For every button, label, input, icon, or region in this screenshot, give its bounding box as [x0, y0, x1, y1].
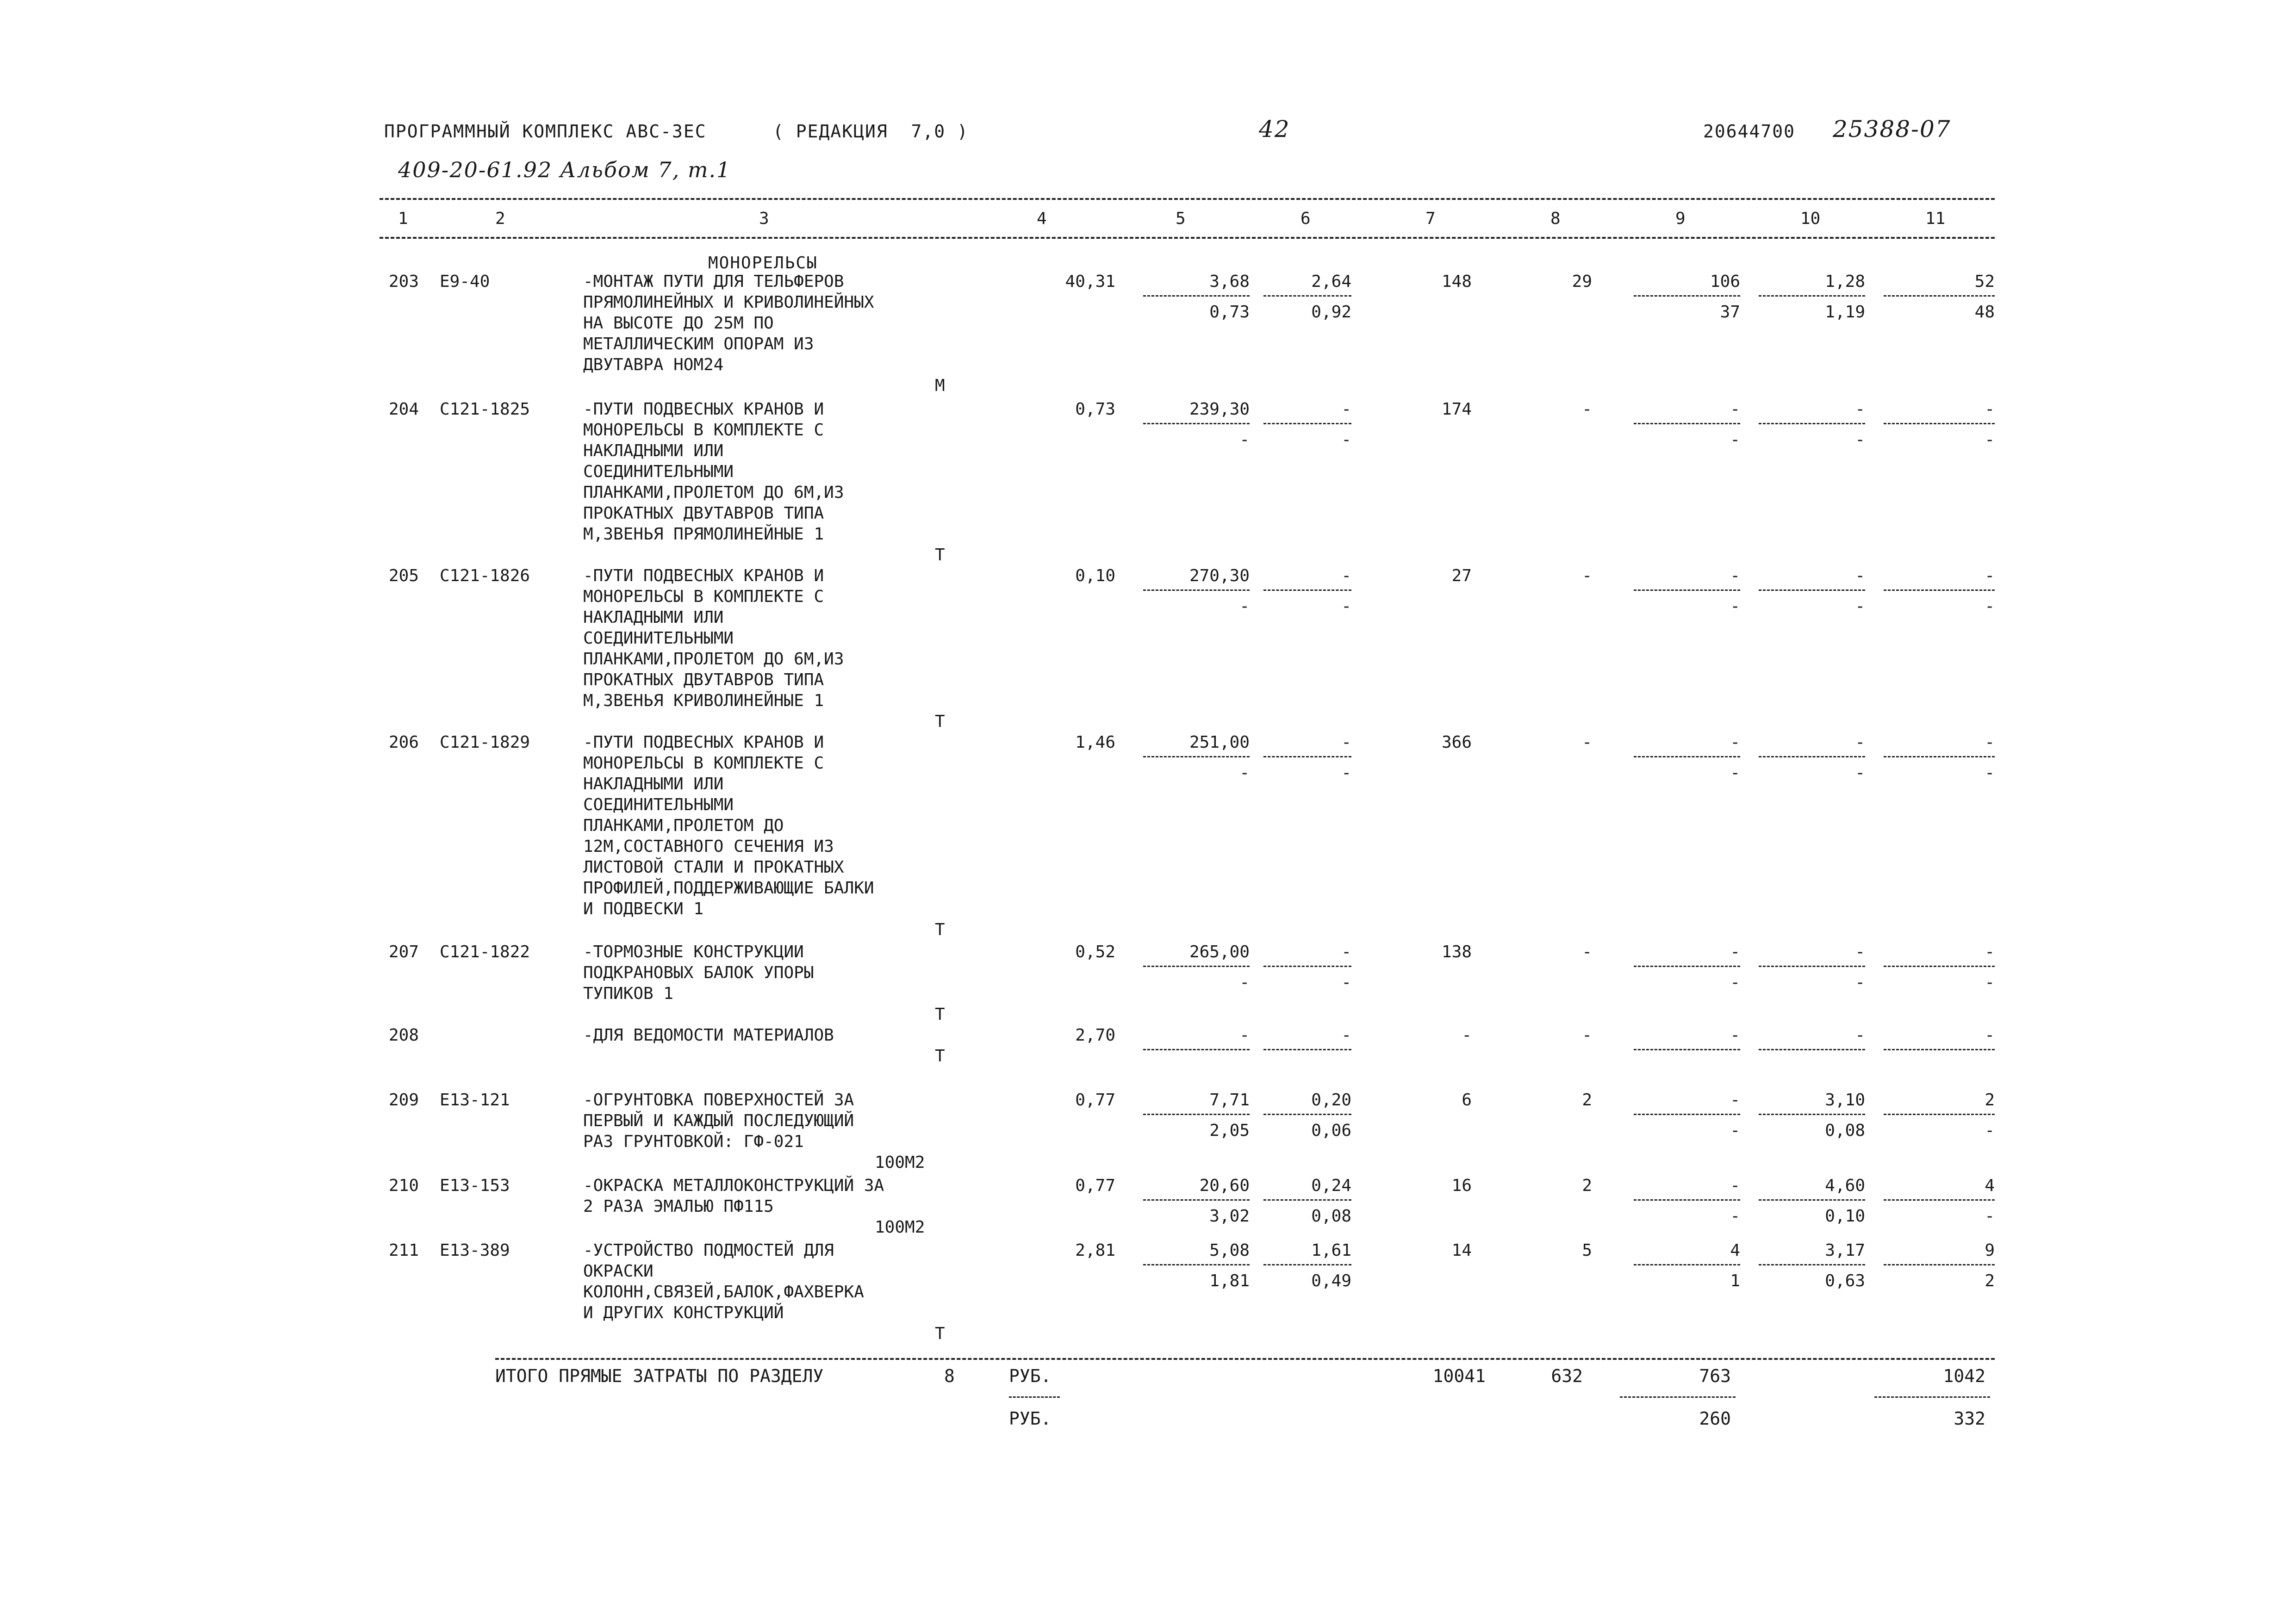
row-description-line: ПРЯМОЛИНЕЙНЫХ И КРИВОЛИНЕЙНЫХ	[583, 293, 874, 312]
row-col5-top: 20,60	[1199, 1176, 1250, 1195]
row-col10-top: -	[1855, 400, 1865, 419]
col-head-1: 1	[398, 209, 408, 228]
row-col5-bottom: 0,73	[1209, 303, 1250, 322]
doc-code-right: 25388-07	[1833, 116, 1951, 143]
row-col6-dash	[1263, 295, 1351, 297]
row-col10-dash	[1759, 423, 1865, 424]
totals-unit-2: РУБ.	[1009, 1408, 1052, 1429]
row-col9-top: -	[1730, 1091, 1740, 1110]
row-col9-top: 4	[1730, 1241, 1740, 1260]
edition-label: ( РЕДАКЦИЯ 7,0 )	[773, 121, 969, 142]
row-code: С121-1829	[440, 733, 530, 752]
row-number: 206	[389, 733, 419, 752]
row-col5-top: 5,08	[1209, 1241, 1250, 1260]
row-col10-top: -	[1855, 566, 1865, 585]
row-number: 211	[389, 1241, 419, 1260]
row-col6-top: -	[1341, 1026, 1351, 1045]
row-col11-bottom: -	[1985, 973, 1995, 992]
row-col9-bottom: -	[1730, 1121, 1740, 1140]
row-code: Е13-153	[440, 1176, 510, 1195]
row-col5-dash	[1143, 1049, 1250, 1050]
row-col9-dash	[1634, 966, 1740, 967]
row-col5-bottom: -	[1239, 430, 1250, 449]
row-col9-bottom: -	[1730, 597, 1740, 616]
row-col7: 6	[1462, 1091, 1472, 1110]
row-code: Е13-121	[440, 1091, 510, 1110]
row-col11-dash	[1884, 1199, 1995, 1201]
row-col10-top: -	[1855, 733, 1865, 752]
totals-col7: 10041	[1432, 1366, 1486, 1386]
row-col11-dash	[1884, 1049, 1995, 1050]
row-col11-dash	[1884, 966, 1995, 967]
row-code: С121-1826	[440, 566, 530, 585]
row-description-line: СОЕДИНИТЕЛЬНЫМИ	[583, 629, 734, 648]
row-description-line: -ТОРМОЗНЫЕ КОНСТРУКЦИИ	[583, 942, 804, 961]
row-col7: -	[1462, 1026, 1472, 1045]
row-col11-top: 2	[1985, 1091, 1995, 1110]
row-col11-bottom: -	[1985, 1121, 1995, 1140]
row-col5-bottom: -	[1239, 597, 1250, 616]
row-col6-top: -	[1341, 733, 1351, 752]
row-col5-dash	[1143, 295, 1250, 297]
row-col5-dash	[1143, 589, 1250, 591]
row-col9-dash	[1634, 1049, 1740, 1050]
row-col11-bottom: -	[1985, 430, 1995, 449]
row-description-line: ТУПИКОВ 1	[583, 984, 674, 1003]
row-col9-bottom: 37	[1720, 303, 1740, 322]
row-col4: 1,46	[1075, 733, 1115, 752]
row-unit: Т	[935, 712, 945, 731]
doc-code-left: 20644700	[1703, 121, 1796, 142]
row-col9-dash	[1634, 1114, 1740, 1115]
totals-top-rule	[495, 1358, 1995, 1360]
totals-col9-top: 763	[1699, 1366, 1731, 1386]
row-col10-bottom: -	[1855, 430, 1865, 449]
row-description-line: -ПУТИ ПОДВЕСНЫХ КРАНОВ И	[583, 733, 824, 752]
row-col9-dash	[1634, 423, 1740, 424]
row-number: 205	[389, 566, 419, 585]
row-col11-dash	[1884, 756, 1995, 757]
row-code: Е9-40	[440, 272, 490, 291]
row-col5-bottom: 1,81	[1209, 1271, 1250, 1290]
row-col5-bottom: -	[1239, 763, 1250, 782]
row-col9-bottom: -	[1730, 763, 1740, 782]
row-col9-top: -	[1730, 1026, 1740, 1045]
row-number: 207	[389, 942, 419, 961]
row-col9-dash	[1634, 295, 1740, 297]
row-description-line: ПЛАНКАМИ,ПРОЛЕТОМ ДО 6М,ИЗ	[583, 483, 844, 502]
row-col7: 16	[1451, 1176, 1472, 1195]
row-code: Е13-389	[440, 1241, 510, 1260]
row-col6-dash	[1263, 1199, 1351, 1201]
col-head-4: 4	[1037, 209, 1047, 228]
row-description-line: ПРОФИЛЕЙ,ПОДДЕРЖИВАЮЩИЕ БАЛКИ	[583, 879, 874, 898]
row-col11-dash	[1884, 423, 1995, 424]
row-col11-top: 52	[1974, 272, 1995, 291]
row-unit: Т	[935, 1005, 945, 1024]
row-description-line: ПРОКАТНЫХ ДВУТАВРОВ ТИПА	[583, 504, 824, 523]
row-col4: 0,77	[1075, 1176, 1115, 1195]
row-col9-dash	[1634, 1199, 1740, 1201]
row-col6-bottom: 0,06	[1311, 1121, 1351, 1140]
row-col6-top: -	[1341, 400, 1351, 419]
row-description-line: МОНОРЕЛЬСЫ В КОМПЛЕКТЕ С	[583, 754, 824, 773]
page-number: 42	[1259, 116, 1290, 143]
row-description-line: ОКРАСКИ	[583, 1262, 653, 1281]
row-col10-dash	[1759, 295, 1865, 297]
row-code: С121-1825	[440, 400, 530, 419]
row-col10-dash	[1759, 1199, 1865, 1201]
row-col6-dash	[1263, 1264, 1351, 1265]
row-col9-bottom: -	[1730, 973, 1740, 992]
row-description-line: М,ЗВЕНЬЯ ПРЯМОЛИНЕЙНЫЕ 1	[583, 525, 824, 544]
totals-section-number: 8	[944, 1366, 955, 1386]
row-description-line: ПЛАНКАМИ,ПРОЛЕТОМ ДО	[583, 816, 784, 835]
row-col4: 0,10	[1075, 566, 1115, 585]
row-description-line: И ДРУГИХ КОНСТРУКЦИЙ	[583, 1303, 784, 1322]
row-col7: 366	[1441, 733, 1472, 752]
row-col6-dash	[1263, 1049, 1351, 1050]
totals-label: ИТОГО ПРЯМЫЕ ЗАТРАТЫ ПО РАЗДЕЛУ	[495, 1366, 824, 1386]
row-col7: 138	[1441, 942, 1472, 961]
row-col6-dash	[1263, 423, 1351, 424]
row-col11-top: 9	[1985, 1241, 1995, 1260]
row-description-line: -ОКРАСКА МЕТАЛЛОКОНСТРУКЦИЙ ЗА	[583, 1176, 884, 1195]
row-col10-bottom: -	[1855, 973, 1865, 992]
row-col9-dash	[1634, 1264, 1740, 1265]
row-col9-top: -	[1730, 400, 1740, 419]
row-col8: 2	[1582, 1091, 1592, 1110]
row-description-line: МЕТАЛЛИЧЕСКИМ ОПОРАМ ИЗ	[583, 335, 814, 353]
row-col10-bottom: 1,19	[1825, 303, 1865, 322]
row-description-line: -МОНТАЖ ПУТИ ДЛЯ ТЕЛЬФЕРОВ	[583, 272, 844, 291]
row-col8: -	[1582, 942, 1592, 961]
row-col11-dash	[1884, 1114, 1995, 1115]
row-description-line: М,ЗВЕНЬЯ КРИВОЛИНЕЙНЫЕ 1	[583, 691, 824, 710]
row-col9-bottom: 1	[1730, 1271, 1740, 1290]
row-unit: М	[935, 376, 945, 395]
row-col6-dash	[1263, 1114, 1351, 1115]
row-col10-top: 1,28	[1825, 272, 1865, 291]
totals-unit-dash	[1009, 1396, 1060, 1398]
row-col5-top: 3,68	[1209, 272, 1250, 291]
row-col5-top: 270,30	[1189, 566, 1250, 585]
row-col10-top: -	[1855, 942, 1865, 961]
totals-col8: 632	[1551, 1366, 1583, 1386]
row-col10-bottom: 0,63	[1825, 1271, 1865, 1290]
row-col4: 2,70	[1075, 1026, 1115, 1045]
row-col11-dash	[1884, 1264, 1995, 1265]
row-col8: -	[1582, 400, 1592, 419]
row-col6-top: 0,20	[1311, 1091, 1351, 1110]
row-col6-bottom: 0,49	[1311, 1271, 1351, 1290]
col-head-9: 9	[1675, 209, 1686, 228]
row-col5-top: -	[1239, 1026, 1250, 1045]
row-col11-bottom: 48	[1974, 303, 1995, 322]
table-top-rule	[380, 198, 1995, 200]
row-description-line: НАКЛАДНЫМИ ИЛИ	[583, 441, 724, 460]
row-col5-top: 251,00	[1189, 733, 1250, 752]
table-header-rule	[380, 237, 1995, 239]
row-col6-bottom: -	[1341, 597, 1351, 616]
section-title: МОНОРЕЛЬСЫ	[708, 254, 818, 273]
row-col10-bottom: 0,08	[1825, 1121, 1865, 1140]
row-col5-top: 7,71	[1209, 1091, 1250, 1110]
row-col5-top: 265,00	[1189, 942, 1250, 961]
row-description-line: -ПУТИ ПОДВЕСНЫХ КРАНОВ И	[583, 400, 824, 419]
row-col9-top: -	[1730, 942, 1740, 961]
row-col11-dash	[1884, 589, 1995, 591]
row-col10-dash	[1759, 1114, 1865, 1115]
row-col4: 0,73	[1075, 400, 1115, 419]
totals-col11-dash	[1874, 1396, 1990, 1398]
row-col11-bottom: -	[1985, 763, 1995, 782]
row-description-line: РАЗ ГРУНТОВКОЙ: ГФ-021	[583, 1132, 804, 1151]
row-description-line: ПОДКРАНОВЫХ БАЛОК УПОРЫ	[583, 963, 814, 982]
row-description-line: НАКЛАДНЫМИ ИЛИ	[583, 775, 724, 794]
row-col10-top: 4,60	[1825, 1176, 1865, 1195]
row-col7: 27	[1451, 566, 1472, 585]
row-col5-bottom: 2,05	[1209, 1121, 1250, 1140]
row-unit: Т	[935, 546, 945, 564]
row-col5-top: 239,30	[1189, 400, 1250, 419]
row-col6-bottom: -	[1341, 430, 1351, 449]
row-col8: 5	[1582, 1241, 1592, 1260]
row-col5-dash	[1143, 1114, 1250, 1115]
row-col6-top: 1,61	[1311, 1241, 1351, 1260]
col-head-3: 3	[759, 209, 769, 228]
row-col6-top: 0,24	[1311, 1176, 1351, 1195]
row-col9-bottom: -	[1730, 1207, 1740, 1226]
row-col6-bottom: 0,92	[1311, 303, 1351, 322]
row-description-line: -ОГРУНТОВКА ПОВЕРХНОСТЕЙ ЗА	[583, 1091, 854, 1110]
totals-unit-1: РУБ.	[1009, 1366, 1052, 1386]
row-description-line: ПЕРВЫЙ И КАЖДЫЙ ПОСЛЕДУЮЩИЙ	[583, 1111, 854, 1130]
row-description-line: СОЕДИНИТЕЛЬНЫМИ	[583, 462, 734, 481]
row-description-line: НАКЛАДНЫМИ ИЛИ	[583, 608, 724, 627]
row-col5-dash	[1143, 423, 1250, 424]
row-col6-top: -	[1341, 566, 1351, 585]
row-col10-top: -	[1855, 1026, 1865, 1045]
row-description-line: ПРОКАТНЫХ ДВУТАВРОВ ТИПА	[583, 670, 824, 689]
row-col10-dash	[1759, 756, 1865, 757]
col-head-6: 6	[1300, 209, 1311, 228]
col-head-7: 7	[1425, 209, 1436, 228]
row-description-line: СОЕДИНИТЕЛЬНЫМИ	[583, 795, 734, 814]
col-head-10: 10	[1800, 209, 1821, 228]
row-col5-bottom: 3,02	[1209, 1207, 1250, 1226]
row-description-line: -ПУТИ ПОДВЕСНЫХ КРАНОВ И	[583, 566, 824, 585]
row-description-line: 12М,СОСТАВНОГО СЕЧЕНИЯ ИЗ	[583, 837, 834, 856]
row-col9-top: -	[1730, 1176, 1740, 1195]
row-col9-dash	[1634, 589, 1740, 591]
row-col10-bottom: 0,10	[1825, 1207, 1865, 1226]
program-title: ПРОГРАММНЫЙ КОМПЛЕКС АВС-ЗЕС	[384, 121, 707, 142]
row-col11-top: -	[1985, 400, 1995, 419]
row-col6-dash	[1263, 756, 1351, 757]
row-col8: -	[1582, 566, 1592, 585]
row-col11-top: -	[1985, 566, 1995, 585]
row-col9-top: -	[1730, 733, 1740, 752]
row-col10-top: 3,17	[1825, 1241, 1865, 1260]
row-description-line: ДВУТАВРА НОМ24	[583, 355, 724, 374]
row-col8: -	[1582, 733, 1592, 752]
row-unit: Т	[935, 920, 945, 939]
row-unit: 100М2	[875, 1153, 925, 1172]
row-number: 208	[389, 1026, 419, 1045]
row-col6-bottom: 0,08	[1311, 1207, 1351, 1226]
row-number: 210	[389, 1176, 419, 1195]
row-description-line: МОНОРЕЛЬСЫ В КОМПЛЕКТЕ С	[583, 421, 824, 440]
row-unit: Т	[935, 1324, 945, 1343]
row-col11-top: -	[1985, 942, 1995, 961]
row-col9-dash	[1634, 756, 1740, 757]
totals-col11-top: 1042	[1943, 1366, 1985, 1386]
row-description-line: НА ВЫСОТЕ ДО 25М ПО	[583, 314, 774, 333]
row-col11-bottom: -	[1985, 1207, 1995, 1226]
row-col5-bottom: -	[1239, 973, 1250, 992]
row-number: 209	[389, 1091, 419, 1110]
col-head-2: 2	[495, 209, 505, 228]
row-description-line: -УСТРОЙСТВО ПОДМОСТЕЙ ДЛЯ	[583, 1241, 834, 1260]
row-description-line: КОЛОНН,СВЯЗЕЙ,БАЛОК,ФАХВЕРКА	[583, 1283, 864, 1302]
row-col6-bottom: -	[1341, 973, 1351, 992]
row-col5-dash	[1143, 756, 1250, 757]
row-description-line: МОНОРЕЛЬСЫ В КОМПЛЕКТЕ С	[583, 587, 824, 606]
row-col6-dash	[1263, 589, 1351, 591]
row-col11-dash	[1884, 295, 1995, 297]
row-col6-dash	[1263, 966, 1351, 967]
row-number: 204	[389, 400, 419, 419]
row-unit: Т	[935, 1047, 945, 1066]
row-unit: 100М2	[875, 1218, 925, 1237]
row-col6-top: -	[1341, 942, 1351, 961]
row-col10-dash	[1759, 1264, 1865, 1265]
row-col5-dash	[1143, 966, 1250, 967]
row-col10-dash	[1759, 966, 1865, 967]
row-col7: 14	[1451, 1241, 1472, 1260]
row-col11-top: 4	[1985, 1176, 1995, 1195]
row-description-line: ПЛАНКАМИ,ПРОЛЕТОМ ДО 6М,ИЗ	[583, 650, 844, 669]
row-description-line: ЛИСТОВОЙ СТАЛИ И ПРОКАТНЫХ	[583, 858, 844, 877]
row-col4: 0,52	[1075, 942, 1115, 961]
row-col4: 2,81	[1075, 1241, 1115, 1260]
row-col7: 174	[1441, 400, 1472, 419]
row-col10-dash	[1759, 589, 1865, 591]
row-col6-top: 2,64	[1311, 272, 1351, 291]
row-description-line: -ДЛЯ ВЕДОМОСТИ МАТЕРИАЛОВ	[583, 1026, 834, 1045]
row-col8: -	[1582, 1026, 1592, 1045]
row-col11-top: -	[1985, 1026, 1995, 1045]
row-col10-top: 3,10	[1825, 1091, 1865, 1110]
col-head-5: 5	[1176, 209, 1186, 228]
row-col8: 2	[1582, 1176, 1592, 1195]
row-code: С121-1822	[440, 942, 530, 961]
row-col5-dash	[1143, 1264, 1250, 1265]
row-col8: 29	[1572, 272, 1592, 291]
row-col10-bottom: -	[1855, 597, 1865, 616]
row-description-line: И ПОДВЕСКИ 1	[583, 899, 704, 918]
row-col10-dash	[1759, 1049, 1865, 1050]
totals-col9-dash	[1620, 1396, 1736, 1398]
row-col11-top: -	[1985, 733, 1995, 752]
row-col11-bottom: -	[1985, 597, 1995, 616]
row-col10-bottom: -	[1855, 763, 1865, 782]
col-head-8: 8	[1550, 209, 1561, 228]
album-reference: 409-20-61.92 Альбом 7, т.1	[398, 157, 731, 182]
row-col7: 148	[1441, 272, 1472, 291]
row-col4: 40,31	[1065, 272, 1115, 291]
totals-col9-bottom: 260	[1699, 1408, 1731, 1429]
row-col6-bottom: -	[1341, 763, 1351, 782]
row-number: 203	[389, 272, 419, 291]
row-col9-bottom: -	[1730, 430, 1740, 449]
row-description-line: 2 РАЗА ЭМАЛЬЮ ПФ115	[583, 1197, 774, 1216]
row-col4: 0,77	[1075, 1091, 1115, 1110]
row-col11-bottom: 2	[1985, 1271, 1995, 1290]
row-col5-dash	[1143, 1199, 1250, 1201]
row-col9-top: 106	[1710, 272, 1740, 291]
col-head-11: 11	[1925, 209, 1946, 228]
totals-col11-bottom: 332	[1954, 1408, 1985, 1429]
row-col9-top: -	[1730, 566, 1740, 585]
